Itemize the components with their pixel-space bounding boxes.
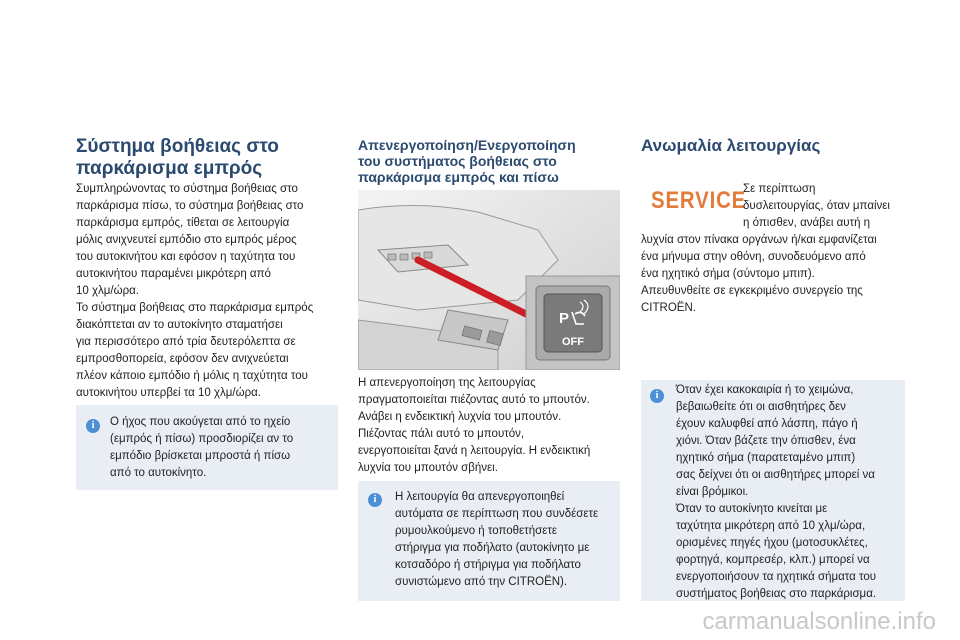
text-line: ορισμένες πηγές ήχου (μοτοσυκλέτες, [676, 537, 868, 549]
title-line: παρκάρισμα εμπρός και πίσω [358, 169, 559, 185]
title-line: Σύστημα βοήθειας στο [76, 136, 279, 157]
text-line: κοτσαδόρο ή στήριγμα για ποδήλατο [395, 559, 581, 571]
parking-assist-off-button-label: OFF [562, 336, 584, 348]
text-line: ηχητικό σήμα (παρατεταμένο μπιπ) [676, 452, 856, 464]
text-line: ένα ηχητικό σήμα (σύντομο μπιπ). [641, 268, 815, 280]
section-title-malfunction [641, 136, 820, 156]
text-line: Ανάβει η ενδεικτική λυχνία του μπουτόν. [358, 411, 562, 423]
text-line: βεβαιωθείτε ότι οι αισθητήρες δεν [676, 401, 846, 413]
text-line: έχουν καλυφθεί από λάσπη, πάγο ή [676, 418, 858, 430]
text-line: Όταν το αυτοκίνητο κινείται με [676, 503, 828, 515]
text-line: φορτηγά, κομπρεσέρ, κλπ.) μπορεί να [676, 554, 870, 566]
text-line: για περισσότερο από τρία δευτερόλεπτα σε [76, 336, 296, 348]
title-line: του συστήματος βοήθειας στο [358, 153, 557, 169]
info-box-auto-deactivation [358, 481, 620, 601]
text-line: ένα μήνυμα στην οθόνη, συνοδευόμενο από [641, 251, 866, 263]
text-line: Η απενεργοποίηση της λειτουργίας [358, 377, 536, 389]
text-line: Συμπληρώνοντας το σύστημα βοήθειας στο [76, 183, 298, 195]
info-text [676, 382, 876, 603]
title-line: παρκάρισμα εμπρός [76, 158, 263, 179]
info-box-sound-direction [76, 405, 338, 490]
info-text [110, 414, 293, 482]
text-line: του αυτοκινήτου και εφόσον η ταχύτητα του [76, 251, 296, 263]
deactivation-text [358, 375, 590, 477]
text-line: Σε περίπτωση [743, 183, 816, 195]
text-line: σας δείχνει ότι οι αισθητήρες μπορεί να [676, 469, 875, 481]
text-line: Ο ήχος που ακούγεται από το ηχείο [110, 416, 291, 428]
text-line: παρκάρισμα πίσω, το σύστημα βοήθειας στο [76, 200, 304, 212]
info-icon: i [86, 419, 100, 433]
text-line: πραγματοποιείται πιέζοντας αυτό το μπουτόν. [358, 394, 590, 406]
text-line: εμπροσθοπορεία, εφόσον δεν ανιχνεύεται [76, 353, 289, 365]
section-title-deactivation [358, 137, 576, 185]
text-line: Η λειτουργία θα απενεργοποιηθεί [395, 491, 565, 503]
malfunction-text [641, 232, 877, 317]
text-line: (εμπρός ή πίσω) προσδιορίζει αν το [110, 433, 294, 445]
watermark: carmanualsonline.info [702, 608, 936, 635]
svg-text:P: P [559, 310, 570, 327]
text-line: 10 χλμ/ώρα. [76, 285, 139, 297]
text-line: αυτοκινήτου παραμένει μικρότερη από [76, 268, 271, 280]
text-line: ενεργοποιείται ξανά η λειτουργία. Η ενδεικτική [358, 445, 591, 457]
text-line: εμπόδιο βρίσκεται μπροστά ή πίσω [110, 450, 291, 462]
text-line: ενεργοποιήσουν τα ηχητικά σήματα του [676, 571, 877, 583]
title-line: Ανωμαλία λειτουργίας [641, 136, 821, 155]
text-line: αυτόματα σε περίπτωση που συνδέσετε [395, 508, 599, 520]
text-line: λυχνία του μπουτόν σβήνει. [358, 462, 498, 474]
malfunction-text-right [743, 181, 890, 232]
text-line: δυσλειτουργίας, όταν μπαίνει [743, 200, 890, 212]
text-line: χιόνι. Όταν βάζετε την όπισθεν, ένα [676, 435, 856, 447]
text-line: συστήματος βοήθειας στο παρκάρισμα. [676, 588, 877, 600]
info-icon: i [650, 389, 664, 403]
text-line: η όπισθεν, ανάβει αυτή η [743, 217, 871, 229]
text-line: στήριγμα για ποδήλατο (αυτοκίνητο με [395, 542, 590, 554]
section-title-front-parking-assist [76, 136, 279, 180]
info-text [395, 489, 598, 591]
info-box-weather-sensors [641, 380, 905, 601]
text-line: λυχνία στον πίνακα οργάνων ή/και εμφανίζεται [641, 234, 877, 246]
text-line: Απευθυνθείτε σε εγκεκριμένο συνεργείο της [641, 285, 863, 297]
text-line: Όταν έχει κακοκαιρία ή το χειμώνα, [676, 384, 854, 396]
text-line: από το αυτοκίνητο. [110, 467, 207, 479]
text-line: Το σύστημα βοήθειας στο παρκάρισμα εμπρός [76, 302, 314, 314]
text-line: αυτοκινήτου υπερβεί τα 10 χλμ/ώρα. [76, 387, 261, 399]
text-line: διακόπτεται αν το αυτοκίνητο σταματήσει [76, 319, 283, 331]
service-warning-icon: SERVICE [651, 187, 747, 214]
text-line: ρυμουλκούμενο ή τοποθετήσετε [395, 525, 558, 537]
text-line: ταχύτητα μικρότερη από 10 χλμ/ώρα, [676, 520, 866, 532]
dashboard-illustration [358, 190, 620, 370]
text-line: CITROËN. [641, 302, 696, 314]
info-icon: i [368, 493, 382, 507]
text-line: πλέον κάποιο εμπόδιο ή μόλις η ταχύτητα του [76, 370, 308, 382]
front-parking-assist-text [76, 181, 313, 402]
title-line: Απενεργοποίηση/Ενεργοποίηση [358, 137, 576, 153]
text-line: μόλις ανιχνευτεί εμπόδιο στο εμπρός μέρος [76, 234, 297, 246]
text-line: είναι βρόμικοι. [676, 486, 749, 498]
text-line: Πιέζοντας πάλι αυτό το μπουτόν, [358, 428, 525, 440]
text-line: παρκάρισμα εμπρός, τίθεται σε λειτουργία [76, 217, 290, 229]
text-line: συνιστώμενο από την CITROËN). [395, 576, 568, 588]
